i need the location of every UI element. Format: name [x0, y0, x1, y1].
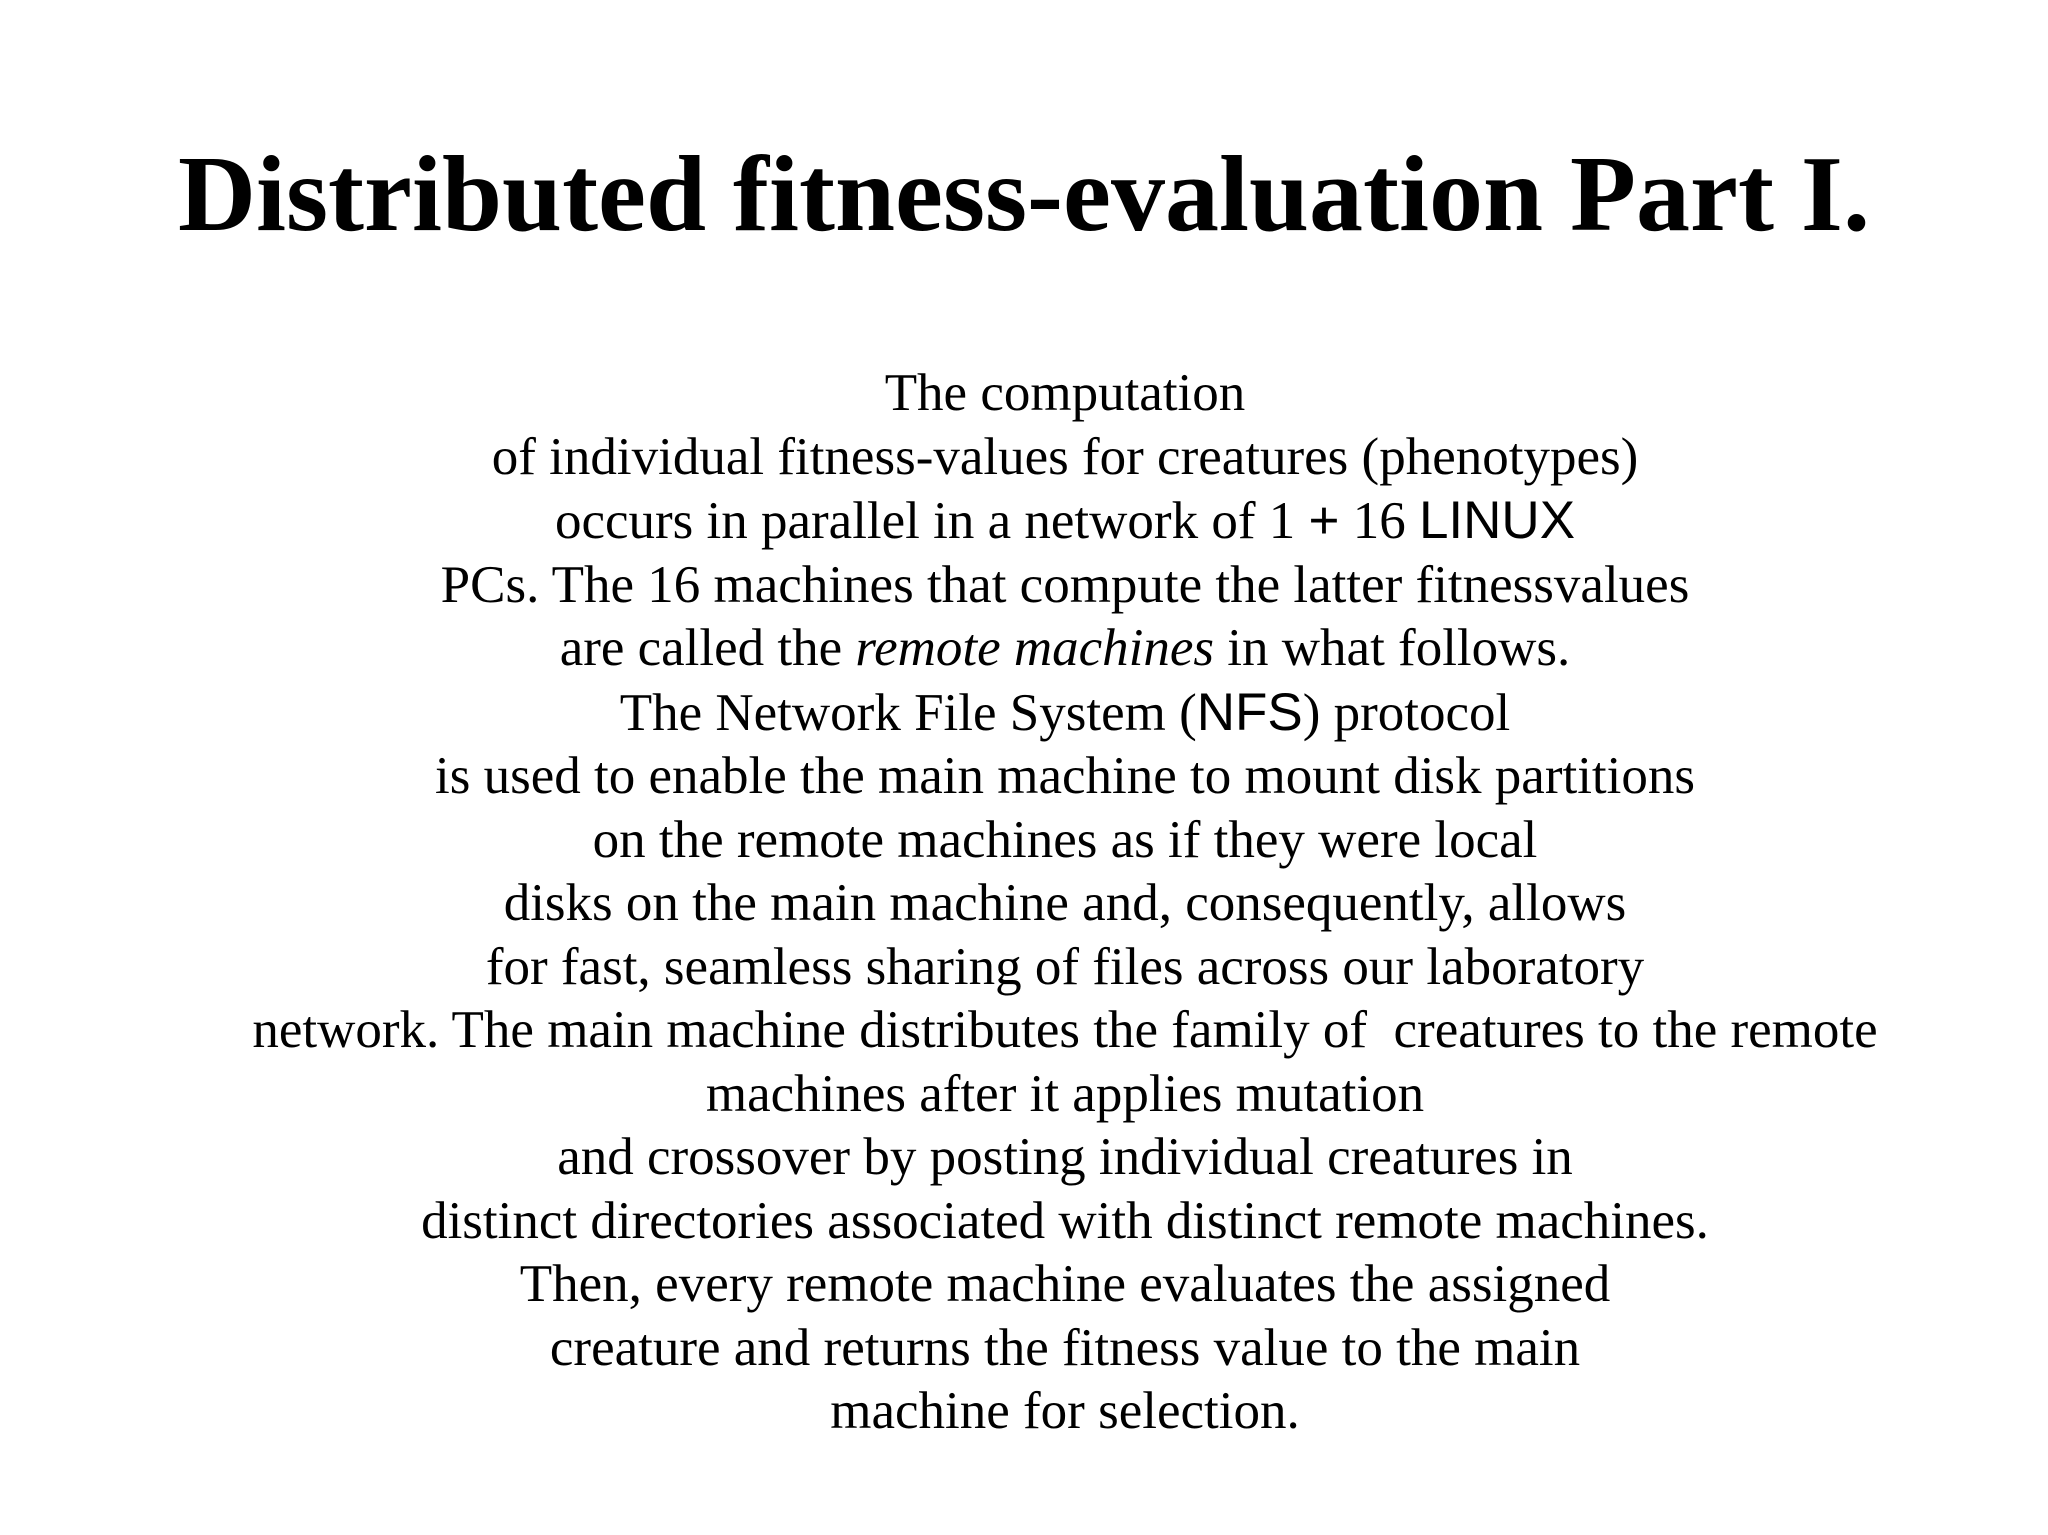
body-line: and crossover by posting individual creatures in [557, 1128, 1573, 1186]
text-span: 16 [1339, 492, 1419, 550]
text-span: The Network File System ( [619, 683, 1197, 742]
linux-term: LINUX [1418, 491, 1576, 550]
body-line: is used to enable the main machine to mount disk partitions [435, 747, 1695, 805]
body-line [0, 489, 2048, 554]
body-line: PCs. The 16 machines that compute the latter fitnessvalues [440, 555, 1690, 614]
body-line: The computation [884, 364, 1246, 422]
text-span: in what follows. [1214, 619, 1571, 677]
body-line: of individual fitness-values for creatures (phenotypes) [491, 427, 1639, 486]
body-line: network. The main machine distributes the family of creatures to the remote [252, 1001, 1878, 1059]
body-line [0, 681, 2048, 746]
text-span: ) protocol [1302, 683, 1511, 742]
body-line: Then, every remote machine evaluates the assigned [519, 1255, 1611, 1313]
nfs-term: NFS [1196, 682, 1303, 742]
text-span: occurs in parallel in a network of 1 [554, 492, 1309, 550]
text-span: are called the [559, 619, 856, 677]
body-line: disks on the main machine and, consequently, allows [503, 874, 1627, 932]
body-line [0, 617, 2048, 681]
body-line: distinct directories associated with distinct remote machines. [421, 1191, 1709, 1250]
slide-title: Distributed fitness-evaluation Part I. [178, 135, 1870, 254]
emphasis-remote-machines: remote machines [855, 619, 1215, 677]
body-line: on the remote machines as if they were local [592, 810, 1538, 869]
body-line: creature and returns the fitness value to the main [549, 1318, 1581, 1377]
body-line: machine for selection. [830, 1382, 1300, 1440]
body-line: machines after it applies mutation [705, 1064, 1425, 1123]
body-line: for fast, seamless sharing of files across our laboratory [485, 937, 1645, 996]
plus-symbol: + [1308, 491, 1340, 550]
slide-body [0, 362, 2048, 1444]
